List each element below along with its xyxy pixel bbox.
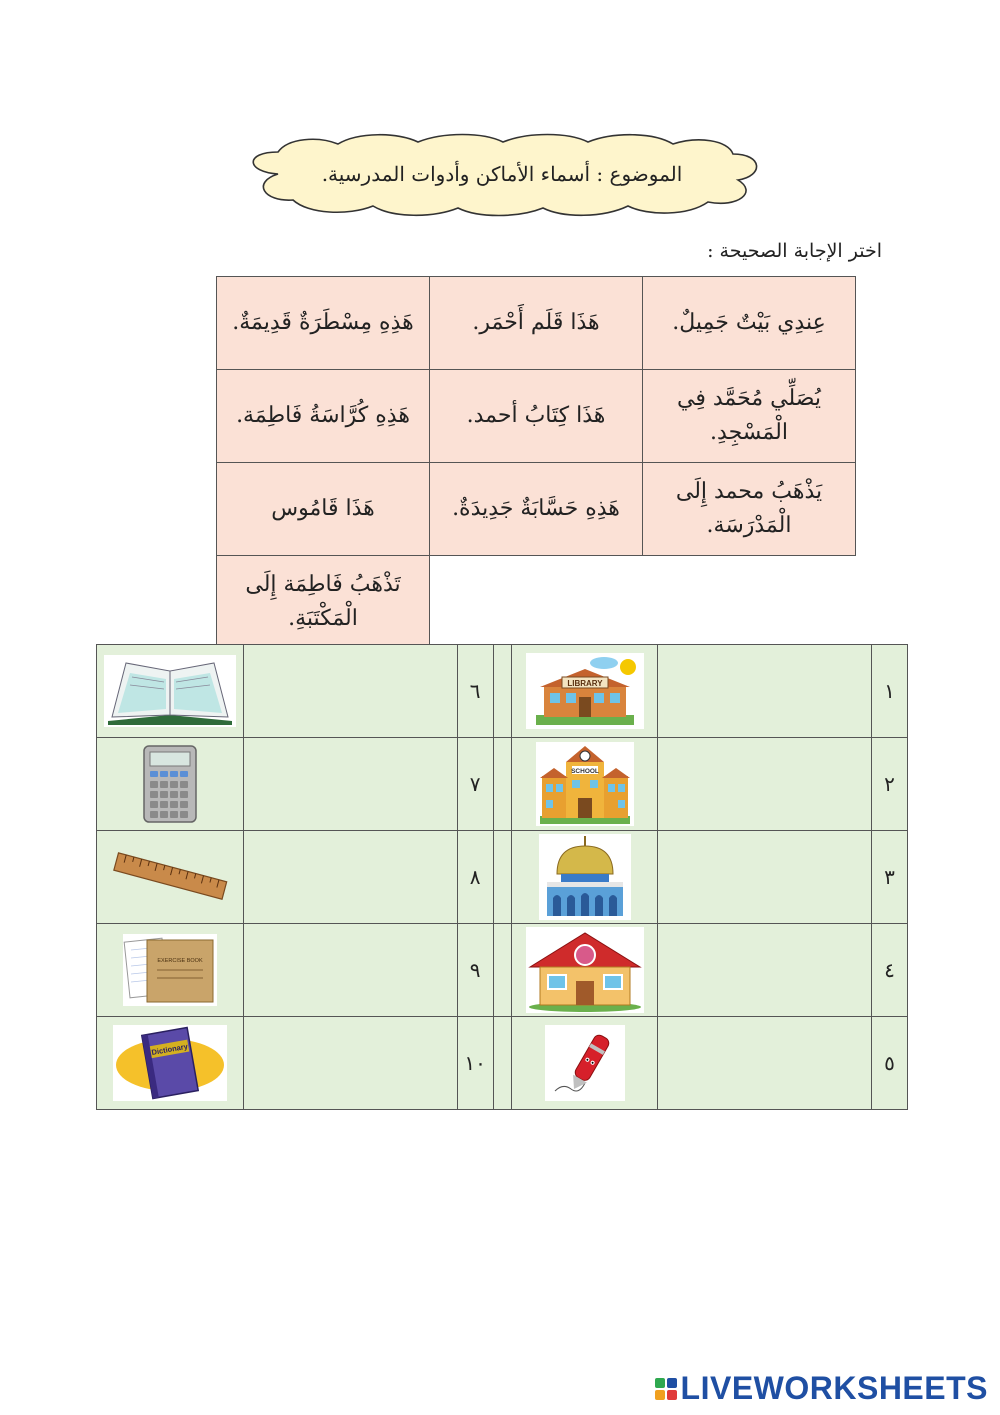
answer-box[interactable]	[658, 645, 872, 738]
item-number: ٦	[457, 645, 493, 738]
exercise-book-icon	[97, 924, 244, 1017]
item-number: ١٠	[457, 1017, 493, 1110]
answer-box[interactable]	[244, 738, 458, 831]
school-icon	[511, 738, 658, 831]
answer-box[interactable]	[244, 645, 458, 738]
topic-title: الموضوع : أسماء الأماكن وأدوات المدرسية.	[321, 162, 683, 186]
item-number: ٥	[872, 1017, 908, 1110]
instruction: اختر الإجابة الصحيحة :	[707, 240, 882, 262]
choice-sentence: تَذْهَبُ فَاطِمَة إِلَى الْمَكْتَبَةِ.	[217, 556, 430, 649]
mosque-icon	[511, 831, 658, 924]
column-gap	[493, 738, 511, 831]
library-label: LIBRARY	[566, 679, 603, 688]
choice-sentence: هَذِهِ حَسَّابَةٌ جَدِيدَةٌ.	[430, 463, 643, 556]
calculator-icon	[97, 738, 244, 831]
liveworksheets-logo	[655, 1370, 988, 1407]
table-row	[97, 1017, 908, 1110]
item-number: ٣	[872, 831, 908, 924]
house-icon	[511, 924, 658, 1017]
table-row	[97, 738, 908, 831]
choice-sentence: عِندِي بَيْتٌ جَمِيلٌ.	[643, 277, 856, 370]
answer-grid	[96, 644, 908, 1110]
choice-sentence: هَذَا كِتَابُ أحمد.	[430, 370, 643, 463]
open-book-icon	[97, 645, 244, 738]
item-number: ٧	[457, 738, 493, 831]
library-icon	[511, 645, 658, 738]
answer-box[interactable]	[244, 1017, 458, 1110]
topic-cloud	[238, 128, 766, 220]
item-number: ٢	[872, 738, 908, 831]
column-gap	[493, 645, 511, 738]
column-gap	[493, 831, 511, 924]
answer-box[interactable]	[658, 924, 872, 1017]
answer-box[interactable]	[658, 831, 872, 924]
table-row	[97, 831, 908, 924]
answer-box[interactable]	[244, 831, 458, 924]
empty-cell	[643, 556, 856, 649]
choices-table	[216, 276, 856, 649]
answer-box[interactable]	[658, 738, 872, 831]
answer-box[interactable]	[658, 1017, 872, 1110]
ruler-icon	[97, 831, 244, 924]
choice-sentence: هَذَا قَامُوس	[217, 463, 430, 556]
choice-sentence: هَذِهِ كُرَّاسَةُ فَاطِمَة.	[217, 370, 430, 463]
dictionary-label: Dictionary	[150, 1041, 189, 1057]
item-number: ٤	[872, 924, 908, 1017]
dictionary-icon	[97, 1017, 244, 1110]
exercise-book-label: EXERCISE BOOK	[157, 958, 203, 964]
item-number: ١	[872, 645, 908, 738]
logo-badge-icon	[655, 1378, 677, 1400]
choice-sentence: يُصَلِّي مُحَمَّد فِي الْمَسْجِدِ.	[643, 370, 856, 463]
choice-sentence: يَذْهَبُ محمد إِلَى الْمَدْرَسَة.	[643, 463, 856, 556]
answer-box[interactable]	[244, 924, 458, 1017]
choice-sentence: هَذَا قَلَم أَحْمَر.	[430, 277, 643, 370]
pen-icon	[511, 1017, 658, 1110]
table-row	[97, 924, 908, 1017]
item-number: ٨	[457, 831, 493, 924]
school-label: SCHOOL	[570, 768, 599, 775]
column-gap	[493, 1017, 511, 1110]
empty-cell	[430, 556, 643, 649]
table-row	[97, 645, 908, 738]
logo-text: LIVEWORKSHEETS	[680, 1370, 988, 1406]
choice-sentence: هَذِهِ مِسْطَرَةٌ قَدِيمَةٌ.	[217, 277, 430, 370]
item-number: ٩	[457, 924, 493, 1017]
column-gap	[493, 924, 511, 1017]
